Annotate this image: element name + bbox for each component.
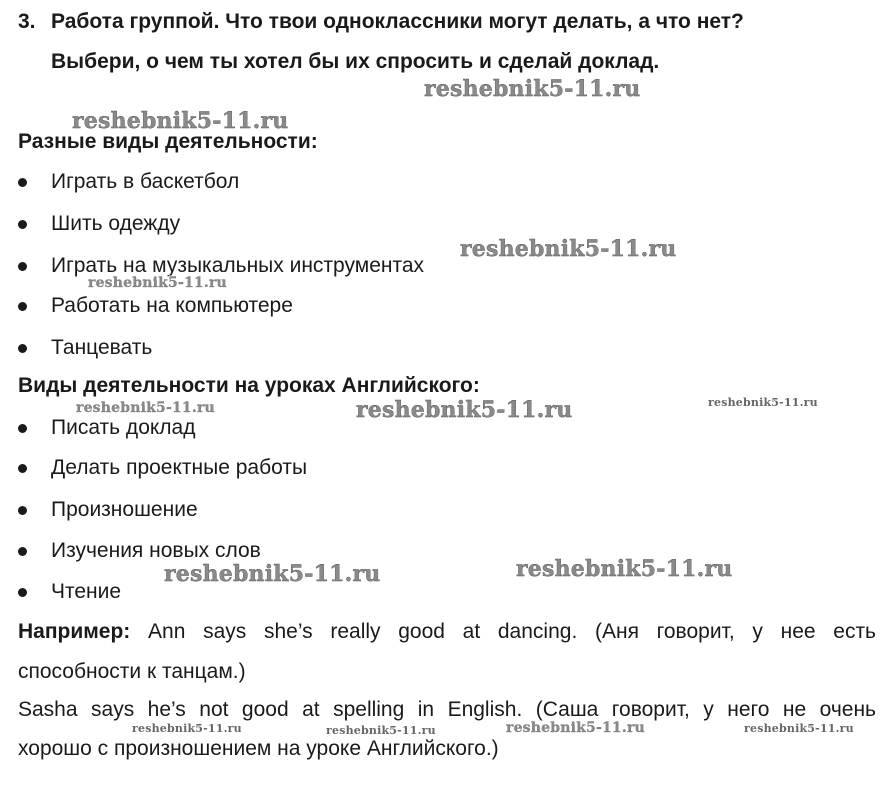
watermark: reshebnik5-11.ru xyxy=(72,108,289,134)
task-title-line1: Работа группой. Что твои одноклассники могут делать, а что нет? xyxy=(51,10,744,33)
example-label: Например: xyxy=(18,620,131,643)
watermark: reshebnik5-11.ru xyxy=(132,722,242,735)
watermark: reshebnik5-11.ru xyxy=(424,76,641,102)
list-item: Играть на музыкальных инструментах xyxy=(51,254,425,277)
list-item: Чтение xyxy=(51,580,122,603)
watermark: reshebnik5-11.ru xyxy=(88,275,227,291)
bullet-icon xyxy=(18,262,27,271)
section1-heading: Разные виды деятельности: xyxy=(18,130,318,153)
list-item: Писать доклад xyxy=(51,416,196,439)
bullet-icon xyxy=(18,424,27,433)
list-item: Изучения новых слов xyxy=(51,539,261,562)
watermark: reshebnik5-11.ru xyxy=(326,724,436,737)
bullet-icon xyxy=(18,220,27,229)
task-title-line2: Выбери, о чем ты хотел бы их спросить и сделай доклад. xyxy=(51,50,660,73)
watermark: reshebnik5-11.ru xyxy=(744,722,854,735)
example-line3: Sasha says he’s not good at spelling in English. (Саша говорит, у него не очень xyxy=(18,698,876,721)
list-item: Работать на компьютере xyxy=(51,294,293,317)
bullet-icon xyxy=(18,344,27,353)
list-item: Танцевать xyxy=(51,336,153,359)
bullet-icon xyxy=(18,464,27,473)
bullet-icon xyxy=(18,588,27,597)
watermark: reshebnik5-11.ru xyxy=(356,397,573,423)
example-text: Ann says she’s really good at dancing. (Аня говорит, у нее есть xyxy=(130,620,876,643)
bullet-icon xyxy=(18,506,27,515)
list-item: Произношение xyxy=(51,498,198,521)
watermark: reshebnik5-11.ru xyxy=(708,396,818,409)
section2-heading: Виды деятельности на уроках Английского: xyxy=(18,374,480,397)
list-item: Шить одежду xyxy=(51,212,181,235)
example-line1 xyxy=(18,620,876,644)
example-line2: способности к танцам.) xyxy=(18,660,246,683)
task-number: 3. xyxy=(18,10,36,33)
list-item: Делать проектные работы xyxy=(51,456,308,479)
watermark: reshebnik5-11.ru xyxy=(506,720,645,736)
watermark: reshebnik5-11.ru xyxy=(164,561,381,587)
watermark: reshebnik5-11.ru xyxy=(76,400,215,416)
bullet-icon xyxy=(18,302,27,311)
bullet-icon xyxy=(18,547,27,556)
watermark: reshebnik5-11.ru xyxy=(516,556,733,582)
watermark: reshebnik5-11.ru xyxy=(460,236,677,262)
list-item: Играть в баскетбол xyxy=(51,170,240,193)
bullet-icon xyxy=(18,178,27,187)
example-line4: хорошо с произношением на уроке Английского.) xyxy=(18,737,499,760)
